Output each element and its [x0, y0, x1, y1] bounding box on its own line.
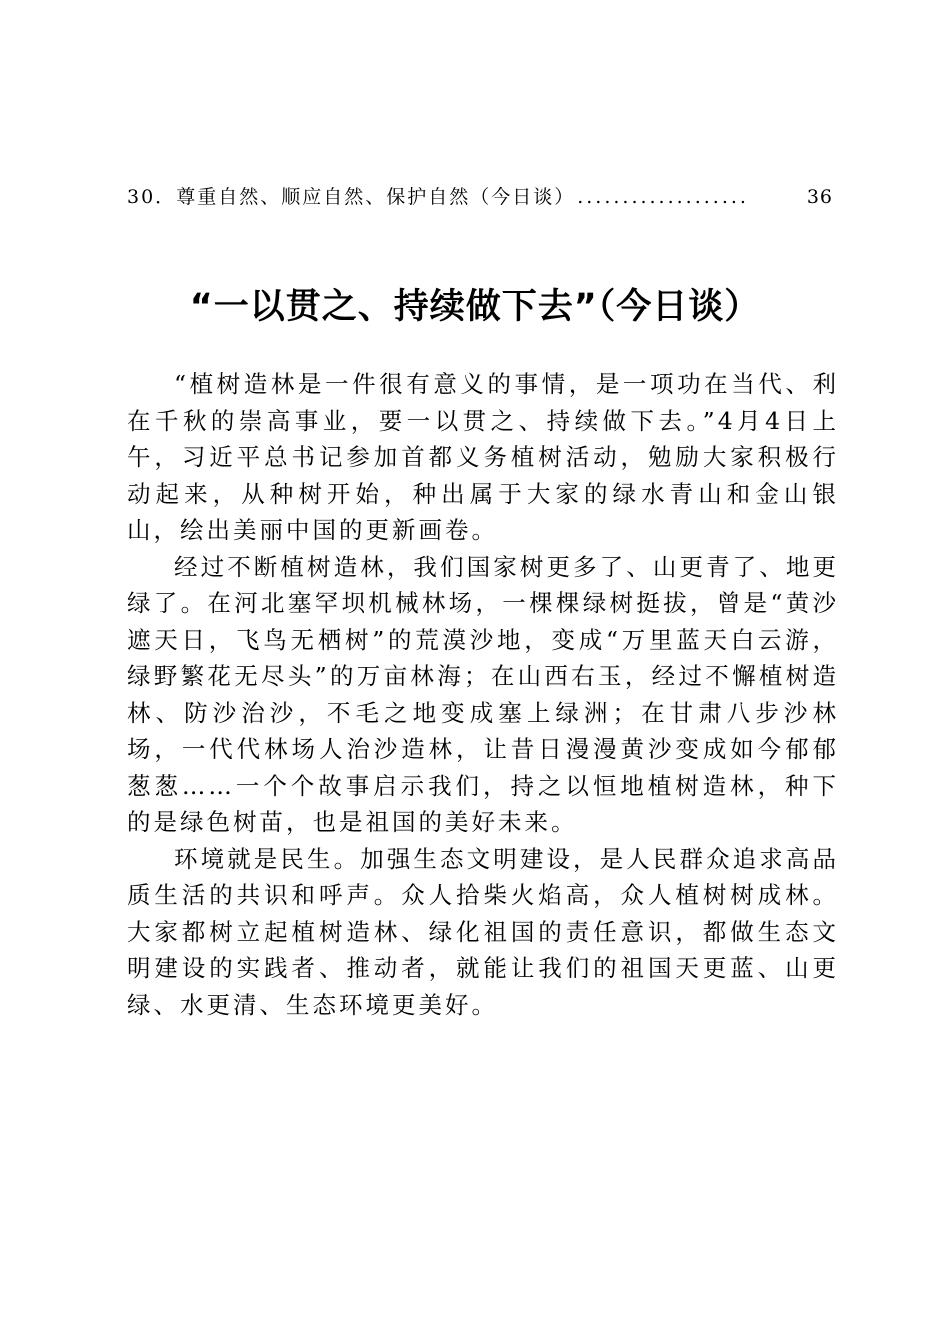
toc-entry-title: 尊重自然、顺应自然、保护自然（今日谈）	[176, 186, 576, 208]
article-body	[127, 366, 839, 1023]
toc-entry[interactable]	[127, 183, 833, 211]
article-paragraph: “植树造林是一件很有意义的事情，是一项功在当代、利在千秋的崇高事业，要一以贯之、持续做下去。”4月4日上午，习近平总书记参加首都义务植树活动，勉励大家积极行动起来，从种树开始，种出属于大家的绿水青山和金山银山，绘出美丽中国的更新画卷。	[127, 370, 839, 544]
toc-leader-dots: ...................	[577, 186, 749, 208]
article-title: “一以贯之、持续做下去”（今日谈）	[189, 287, 761, 327]
article-paragraph: 环境就是民生。加强生态文明建设，是人民群众追求高品质生活的共识和呼声。众人拾柴火焰高，众人植树树成林。大家都树立起植树造林、绿化祖国的责任意识，都做生态文明建设的实践者、推动者，就能让我们的祖国天更蓝、山更绿、水更清、生态环境更美好。	[127, 844, 839, 1019]
article-paragraph: 经过不断植树造林，我们国家树更多了、山更青了、地更绿了。在河北塞罕坝机械林场，一棵棵绿树挺拔，曾是“黄沙遮天日，飞鸟无栖树”的荒漠沙地，变成“万里蓝天白云游，绿野繁花无尽头”的万亩林海；在山西右玉，经过不懈植树造林、防沙治沙，不毛之地变成塞上绿洲；在甘肃八步沙林场，一代代林场人治沙造林，让昔日漫漫黄沙变成如今郁郁葱葱……一个个故事启示我们，持之以恒地植树造林，种下的是绿色树苗，也是祖国的美好未来。	[127, 552, 839, 836]
toc-entry-number: 30．	[127, 186, 177, 208]
toc-entry-page-number: 36	[806, 186, 833, 208]
